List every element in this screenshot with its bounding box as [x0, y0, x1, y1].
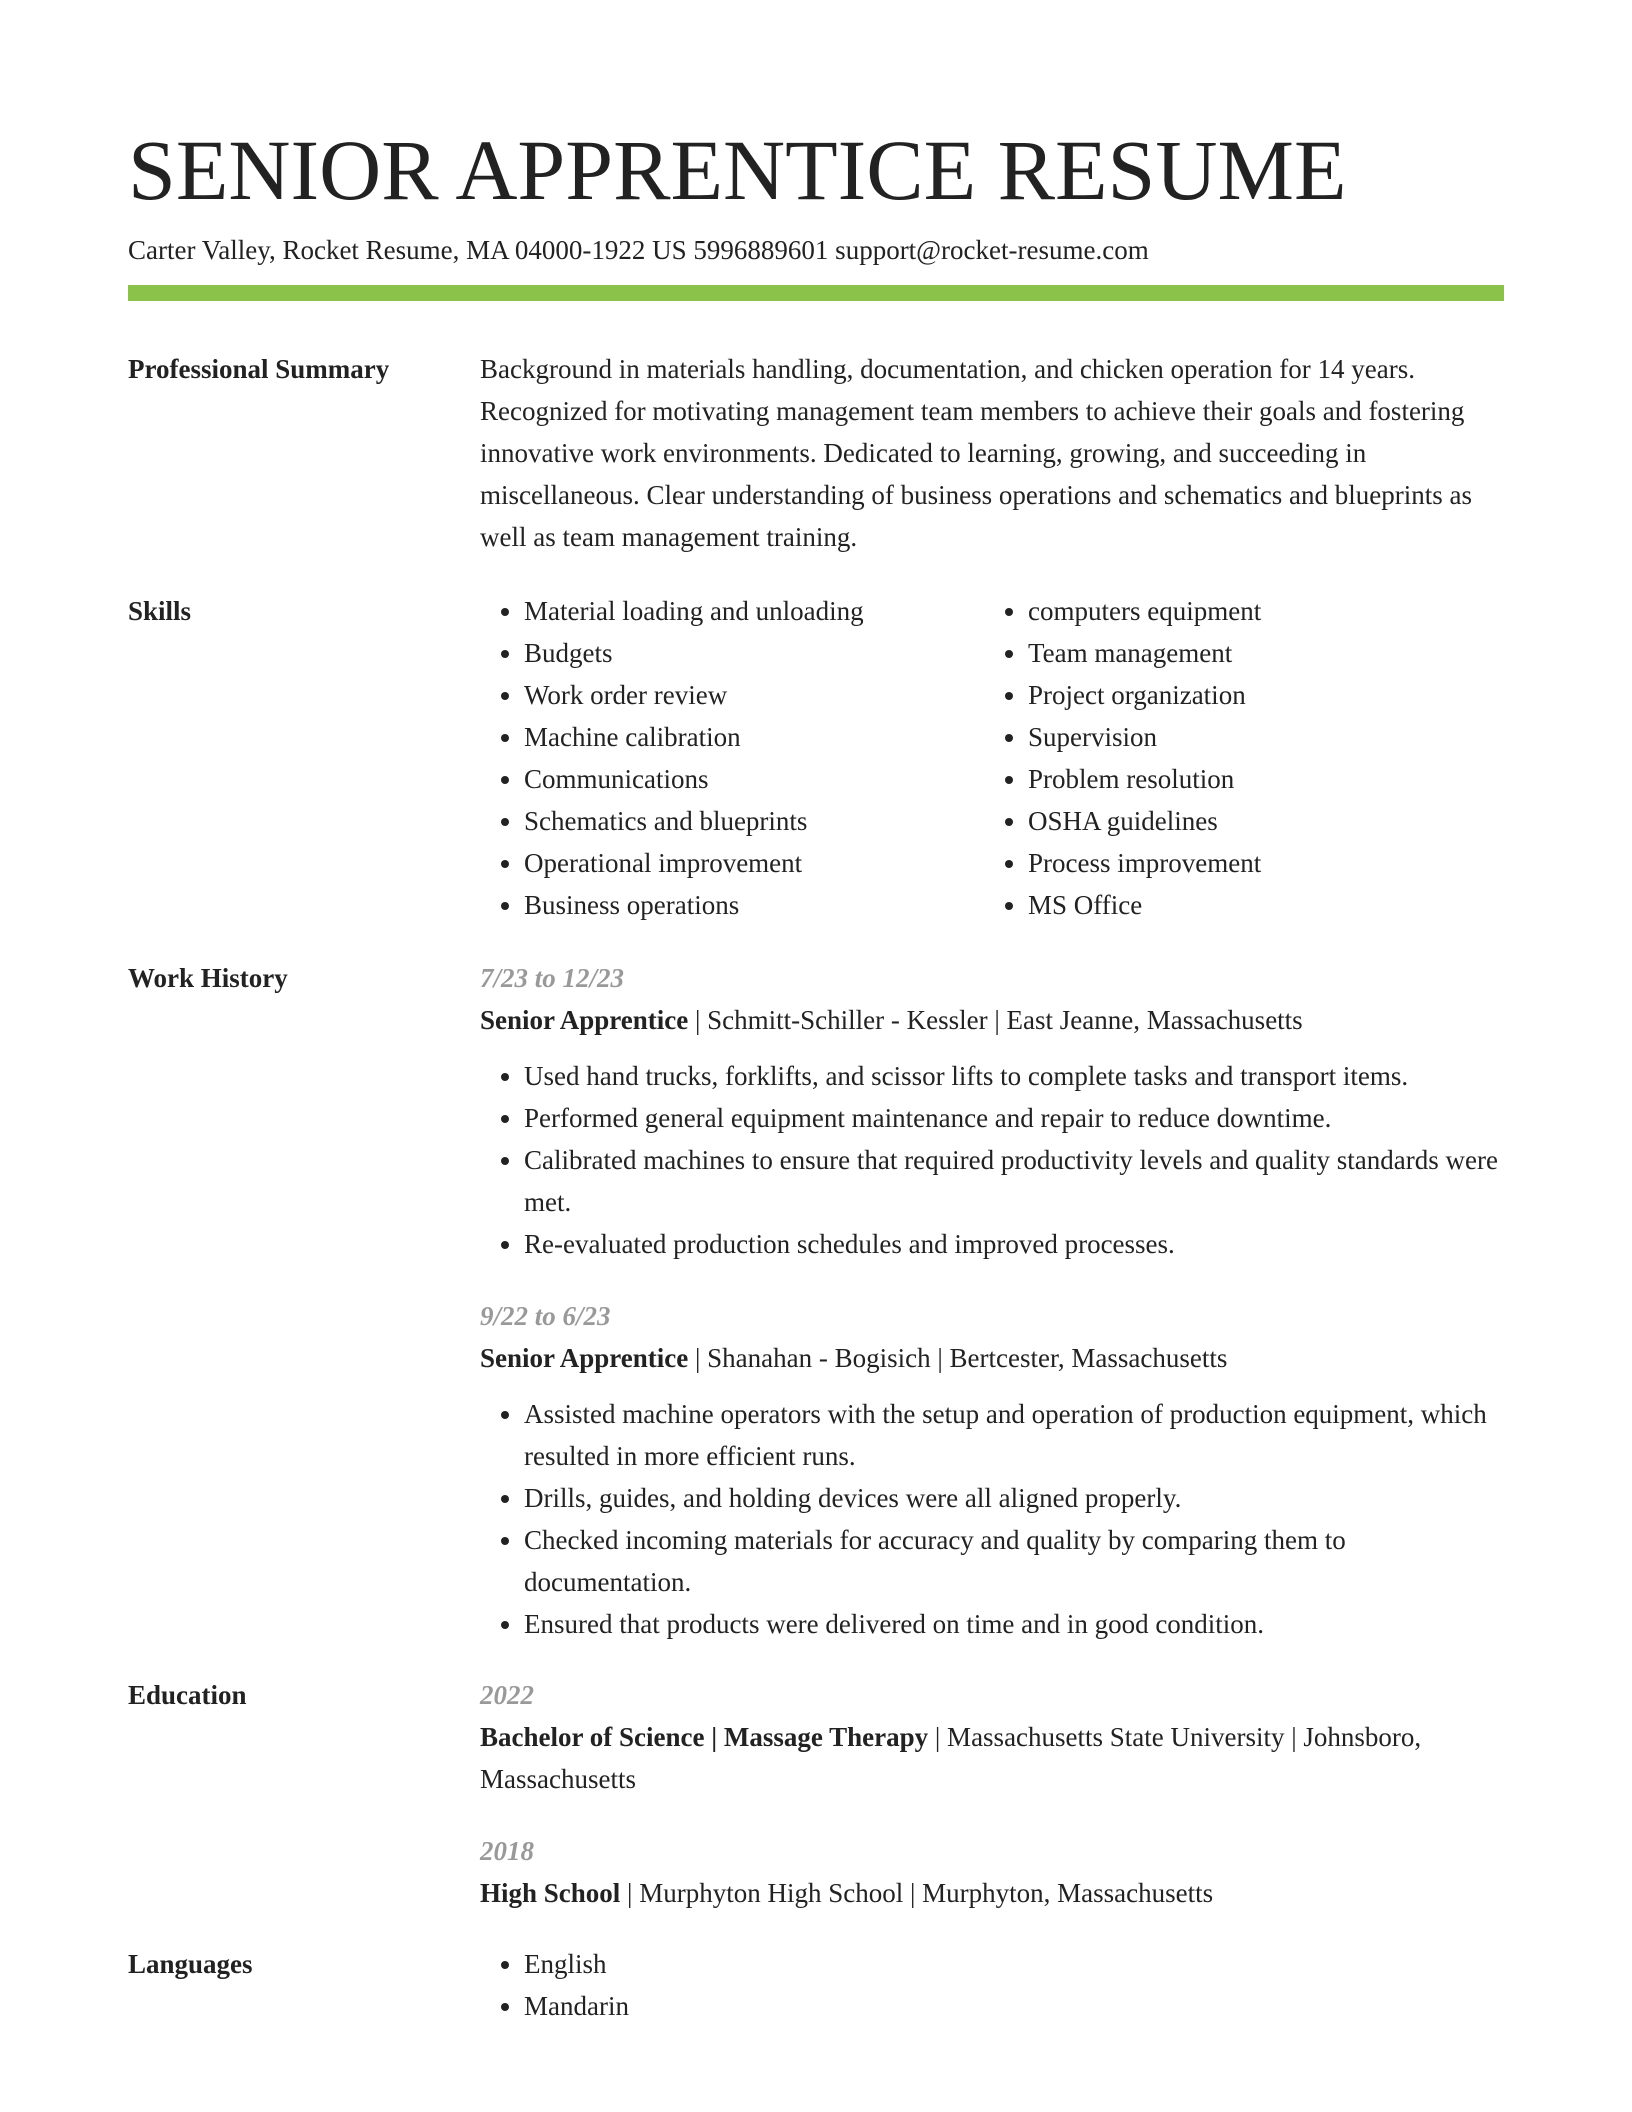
job-bullet: • Drills, guides, and holding devices were all aligned properly. [524, 1477, 1504, 1519]
education-date: 2022 [480, 1680, 534, 1710]
education-degree: High School [480, 1878, 621, 1908]
skills-list-right [984, 590, 1548, 926]
work-history-section [128, 957, 1504, 1645]
job-title: Senior Apprentice [480, 1005, 689, 1035]
skill-item: • Operational improvement [524, 842, 984, 884]
job-bullet: • Assisted machine operators with the setup and operation of production equipment, which resulted in more efficient runs. [524, 1393, 1504, 1477]
job-bullet: • Re-evaluated production schedules and improved processes. [524, 1223, 1504, 1265]
education-heading: Education [128, 1680, 247, 1710]
job-bullet: • Used hand trucks, forklifts, and scissor lifts to complete tasks and transport items. [524, 1055, 1504, 1097]
resume-title: SENIOR APPRENTICE RESUME [128, 122, 1347, 218]
language-item: • English [524, 1943, 1504, 1985]
skill-item: • Communications [524, 758, 984, 800]
skill-item: • OSHA guidelines [1028, 800, 1548, 842]
skill-item: • Budgets [524, 632, 984, 674]
education-header [480, 1716, 1504, 1800]
work-history-heading: Work History [128, 963, 288, 993]
skill-item: • computers equipment [1028, 590, 1548, 632]
summary-section [128, 348, 1504, 558]
skill-item: • Process improvement [1028, 842, 1548, 884]
summary-text: Background in materials handling, documentation, and chicken operation for 14 years. Recognized for motivating management team members to achieve their goals and fostering innovative work environments. Dedicated to learning, growing, and succeeding in miscellaneous. Clear understanding of business operations and schematics and blueprints as well as team management training. [480, 354, 1473, 552]
education-date: 2018 [480, 1836, 534, 1866]
languages-list [480, 1943, 1504, 2027]
education-header [480, 1872, 1504, 1914]
languages-section [128, 1943, 1504, 2027]
job-bullet: • Checked incoming materials for accuracy and quality by comparing them to documentation. [524, 1519, 1504, 1603]
skills-section [128, 590, 1504, 926]
job-entry [480, 1295, 1504, 1645]
skill-item: • Machine calibration [524, 716, 984, 758]
job-bullets [480, 1393, 1504, 1645]
skill-item: • Schematics and blueprints [524, 800, 984, 842]
job-bullet: • Calibrated machines to ensure that required productivity levels and quality standards were met. [524, 1139, 1504, 1223]
skill-item: • Supervision [1028, 716, 1548, 758]
skill-item: • Material loading and unloading [524, 590, 984, 632]
job-details: | Shanahan - Bogisich | Bertcester, Massachusetts [688, 1343, 1228, 1373]
languages-heading: Languages [128, 1949, 253, 1979]
job-header [480, 999, 1504, 1041]
skill-item: • Business operations [524, 884, 984, 926]
job-date: 7/23 to 12/23 [480, 963, 625, 993]
skills-list-left [480, 590, 984, 926]
header-accent-rule [128, 285, 1504, 301]
education-section [128, 1674, 1504, 1914]
job-entry [480, 957, 1504, 1265]
education-details: | Massachusetts State University | Johnsboro, Massachusetts [480, 1722, 1422, 1794]
job-bullets [480, 1055, 1504, 1265]
skills-heading: Skills [128, 596, 192, 626]
skill-item: • MS Office [1028, 884, 1548, 926]
skill-item: • Project organization [1028, 674, 1548, 716]
education-details: | Murphyton High School | Murphyton, Massachusetts [620, 1878, 1214, 1908]
language-item: • Mandarin [524, 1985, 1504, 2027]
job-bullet: • Ensured that products were delivered on time and in good condition. [524, 1603, 1504, 1645]
education-degree: Bachelor of Science | Massage Therapy [480, 1722, 929, 1752]
job-header [480, 1337, 1504, 1379]
job-details: | Schmitt-Schiller - Kessler | East Jeanne, Massachusetts [688, 1005, 1303, 1035]
skill-item: • Team management [1028, 632, 1548, 674]
education-entry [480, 1830, 1504, 1914]
job-bullet: • Performed general equipment maintenance and repair to reduce downtime. [524, 1097, 1504, 1139]
summary-heading: Professional Summary [128, 354, 390, 384]
skill-item: • Work order review [524, 674, 984, 716]
job-title: Senior Apprentice [480, 1343, 689, 1373]
skill-item: • Problem resolution [1028, 758, 1548, 800]
education-entry [480, 1674, 1504, 1800]
contact-info: Carter Valley, Rocket Resume, MA 04000-1922 US 5996889601 support@rocket-resume.com [128, 235, 1149, 265]
resume-page [128, 118, 1504, 2027]
job-date: 9/22 to 6/23 [480, 1301, 611, 1331]
